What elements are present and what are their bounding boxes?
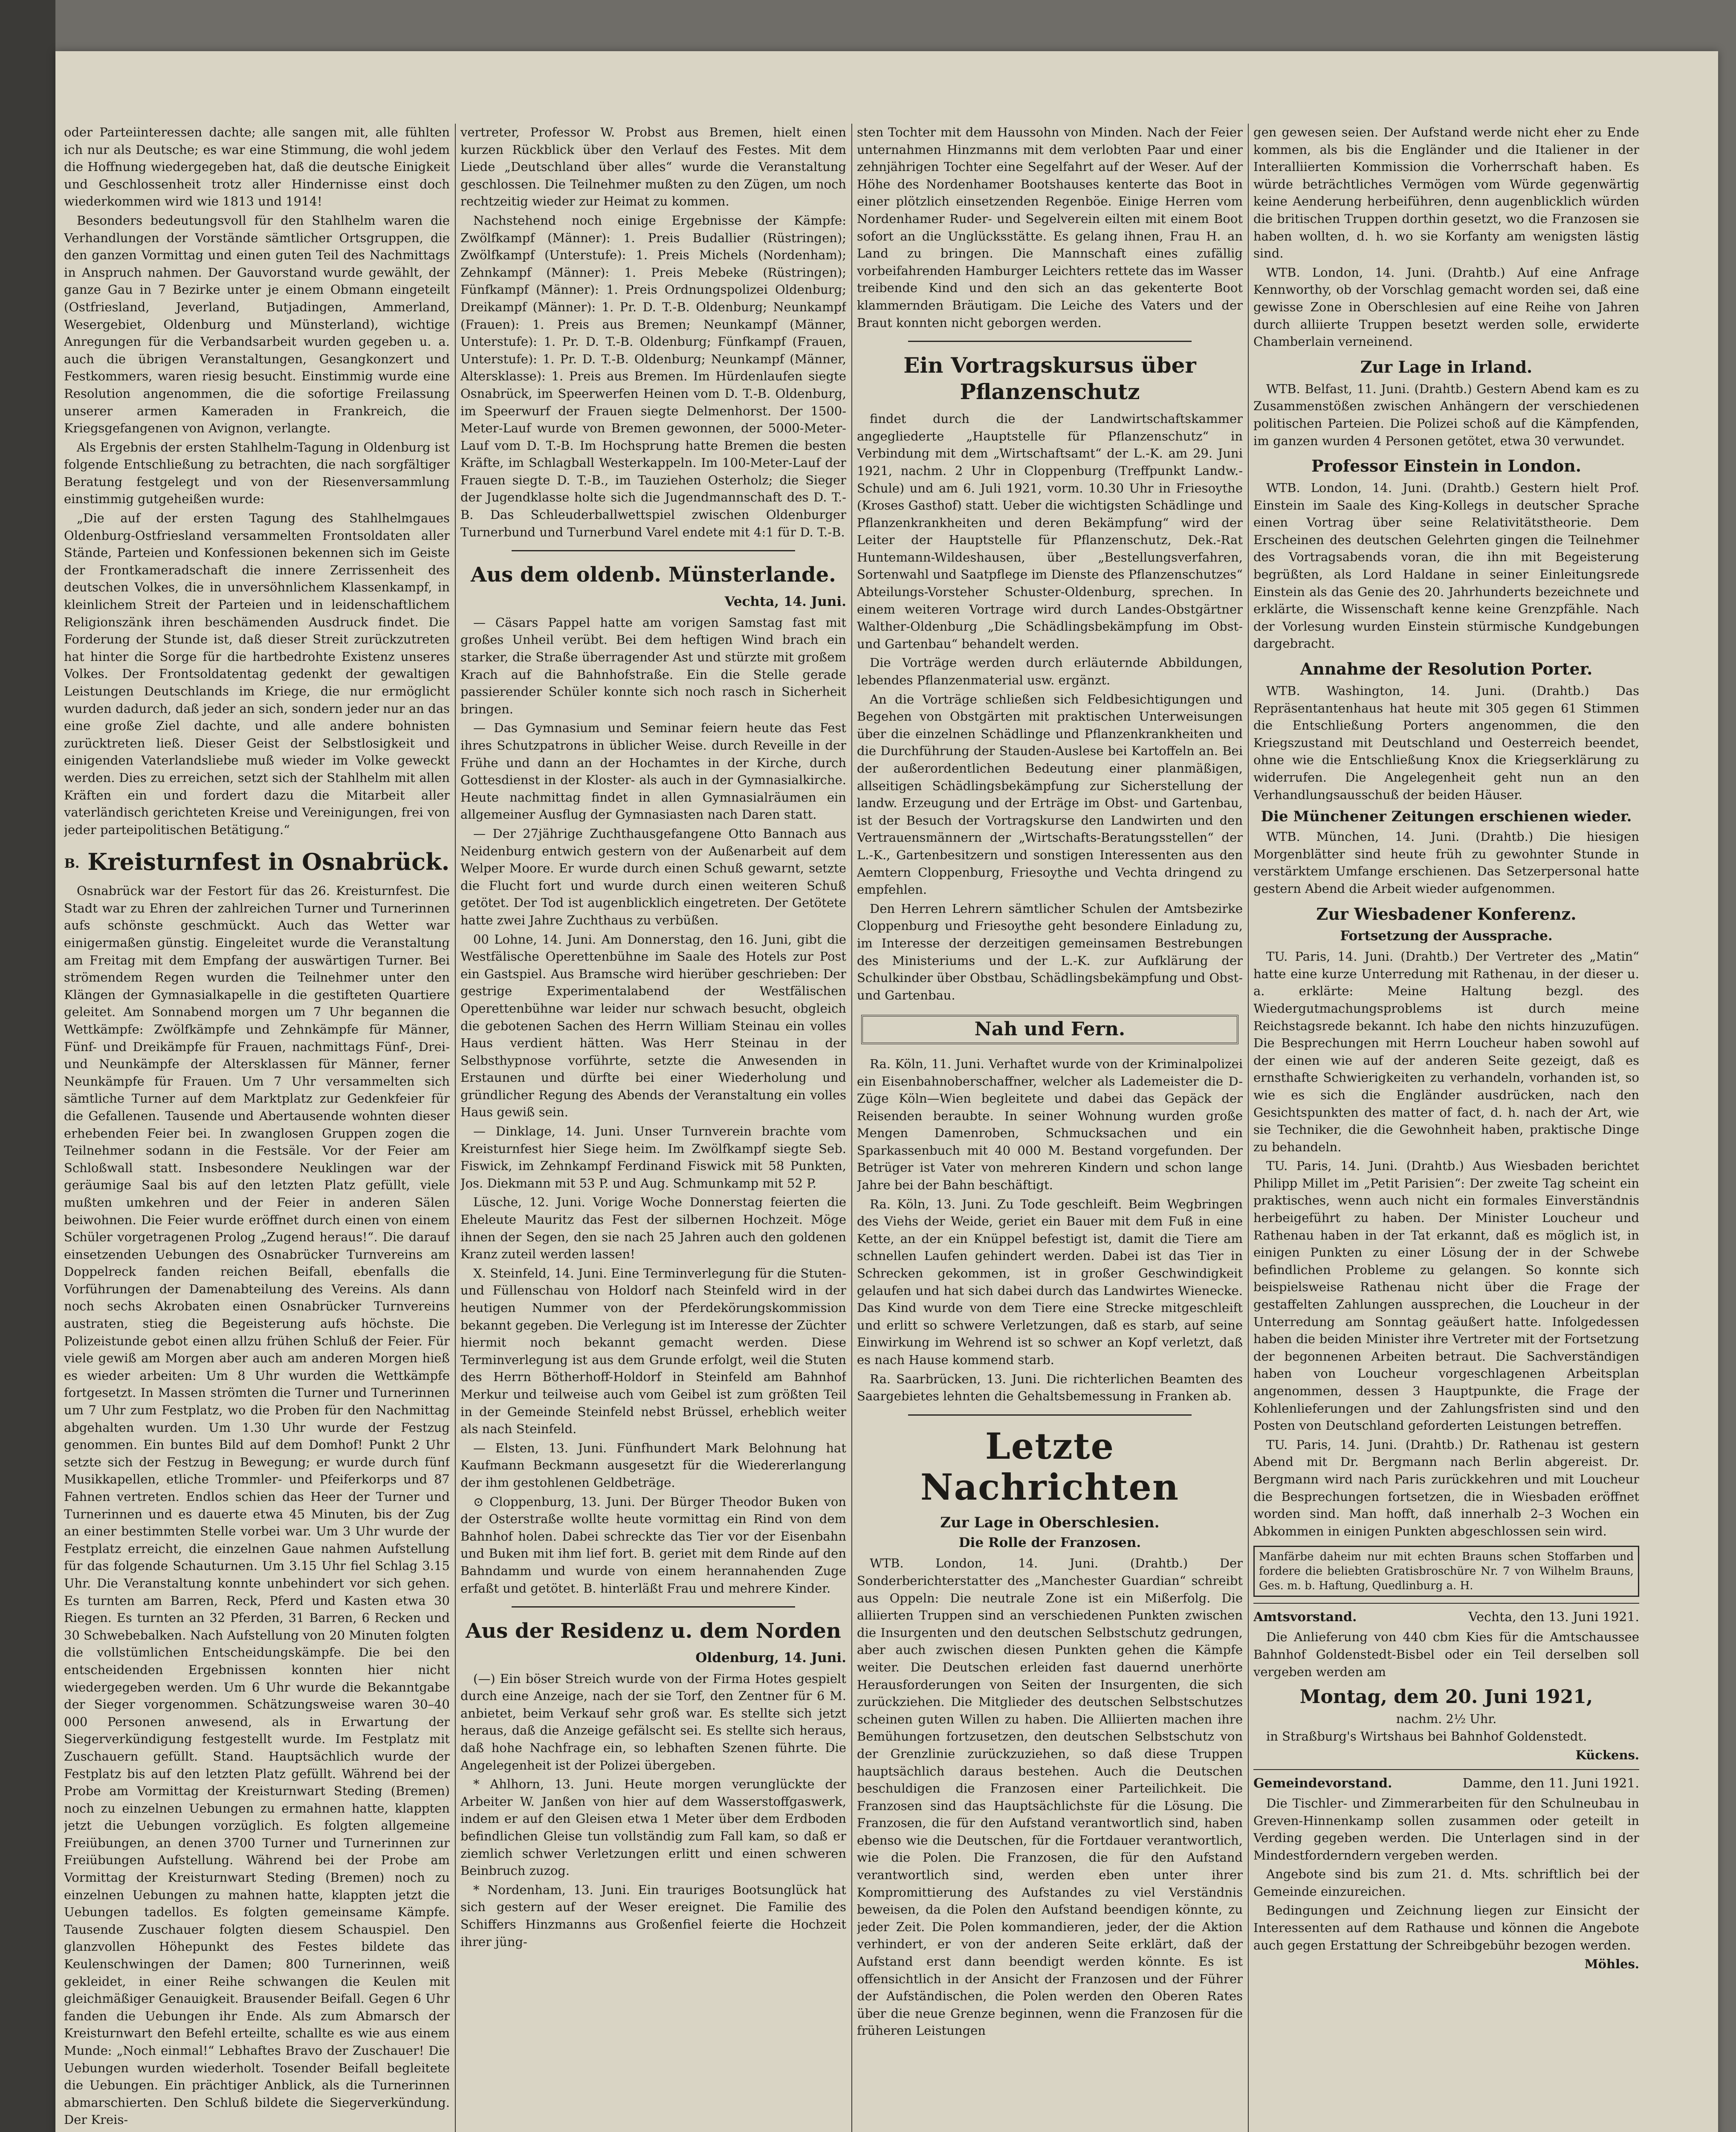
article-heading: Die Münchener Zeitungen erschienen wieder.: [1261, 808, 1632, 826]
article-heading: Aus dem oldenb. Münsterlande.: [471, 563, 836, 587]
paragraph: — Cäsars Pappel hatte am vorigen Samstag fast mit großes Unheil verübt. Bei dem heftigen Wind brach ein starker, die Straße überragender Ast und stürzte mit großem Krach auf die Bahnhofstraße. Ein die Stelle gerade passierender Schüler konnte sich noch rasch in Sicherheit bringen.: [460, 615, 846, 716]
separator: [1253, 1769, 1639, 1770]
advertisement: Manfärbe daheim nur mit echten Brauns schen Stoffarben und fordere die beliebten Gratisbroschüre Nr. 7 von Wilhelm Brauns, Ges. m. b. Haftung, Quedlinburg a. H.: [1253, 1546, 1639, 1597]
paragraph: vertreter, Professor W. Probst aus Bremen, hielt einen kurzen Rückblick über den Verlauf des Festes. Mit dem Liede „Deutschland über alles“ wurde die Veranstaltung geschlossen. Die Teilnehmer mußten zu den Zügen, um noch rechtzeitig wieder zur Heimat zu kommen.: [460, 125, 846, 209]
paragraph: — Dinklage, 14. Juni. Unser Turnverein brachte vom Kreisturnfest hier Siege heim. Im Zwölfkampf siegte Seb. Fiswick, im Zehnkampf Ferdinand Fiswick mit 58 Punkten, Jos. Diekmann mit 53 P. und Aug. Schmunkamp mit 52 P.: [460, 1124, 846, 1191]
paragraph: * Ahlhorn, 13. Juni. Heute morgen verunglückte der Arbeiter W. Janßen von hier auf dem Wasserstoffgaswerk, indem er auf den Gleisen etwa 1 Meter über dem Erdboden befindlichen Gleise tun vollständig zum Fall kam, so daß er ziemlich schwer Verletzungen erlitt und einen schweren Beinbruch zuzog.: [460, 1777, 846, 1878]
separator: [512, 1606, 795, 1608]
notice-date: Damme, den 11. Juni 1921.: [1462, 1776, 1639, 1791]
subheading: Die Rolle der Franzosen.: [958, 1535, 1141, 1550]
column-1: [64, 124, 450, 2132]
column-2: [460, 124, 846, 2132]
paragraph: TU. Paris, 14. Juni. (Drahtb.) Dr. Rathenau ist gestern Abend mit Dr. Bergmann nach Berlin abgereist. Dr. Bergmann wird nach Paris zurückkehren und mit Loucheur die Besprechungen fortsetzen, die in Wiesbaden eröffnet worden sind. Man hofft, daß innerhalb 2–3 Wochen ein Abkommen in einigen Punkten abgeschlossen sein wird.: [1253, 1437, 1639, 1538]
separator: [512, 550, 795, 551]
paragraph: (—) Ein böser Streich wurde von der Firma Hotes gespielt durch eine Anzeige, nach der sie Torf, den Zentner für 6 M. anbietet, beim Verkauf sehr groß war. Es stellte sich jetzt heraus, daß die Anzeige gefälscht sei. Es stellte sich heraus, daß hohe Nachfrage ein, so lebhaften Szenen führte. Die Angelegenheit ist der Polizei übergeben.: [460, 1671, 846, 1773]
subheading: Zur Lage in Oberschlesien.: [940, 1514, 1160, 1531]
paragraph: findet durch die der Landwirtschaftskammer angegliederte „Hauptstelle für Pflanzenschutz“ in Verbindung mit dem „Wirtschaftsamt“ der L.-K. am 29. Juni 1921, nachm. 2 Uhr in Cloppenburg (Treffpunkt Landw.-Schule) und am 6. Juli 1921, vorm. 10.30 Uhr in Friesoythe (Kroses Gasthof) statt. Ueber die wichtigsten Schädlinge und Pflanzenkrankheiten und deren Bekämpfung“ wird der Leiter der Hauptstelle für Pflanzenschutz, Dek.-Rat Huntemann-Wildeshausen, über „Bestellungsverfahren, Sortenwahl und Saatpflege im Dienste des Pflanzenschutzes“ Abteilungs-Vorsteher Schuster-Oldenburg, sprechen. In einem weiteren Vortrage wird durch Landes-Obstgärtner Walther-Oldenburg „Die Schädlingsbekämpfung im Obst- und Gartenbau“ behandelt werden.: [857, 411, 1243, 651]
notice-date: Vechta, den 13. Juni 1921.: [1468, 1610, 1639, 1625]
article-heading: Professor Einstein in London.: [1311, 456, 1582, 476]
separator: [908, 341, 1192, 342]
article-heading: Annahme der Resolution Porter.: [1300, 659, 1593, 679]
dateline: Oldenburg, 14. Juni.: [695, 1650, 846, 1666]
heading-text: Kreisturnfest in Osnabrück.: [87, 848, 450, 876]
paragraph: WTB. Belfast, 11. Juni. (Drahtb.) Gestern Abend kam es zu Zusammenstößen zwischen Anhängern der verschiedenen politischen Parteien. Die Polizei schoß auf die Kämpfenden, im ganzen wurden 4 Personen getötet, etwa 30 verwundet.: [1253, 381, 1639, 448]
paragraph: Ra. Köln, 13. Juni. Zu Tode geschleift. Beim Wegbringen des Viehs der Weide, geriet ein Bauer mit dem Fuß in eine Kette, an der ein Knüppel befestigt ist, damit die Tiere am schnellen Laufen gehindert werden. Dabei ist das Tier in Schrecken gekommen, ist in großer Geschwindigkeit gelaufen und hat sich dabei durch das Landwirtes Wienecke. Das Kind wurde von dem Tiere eine Strecke mitgeschleift und erlitt so schwere Verletzungen, daß es starb, auf seine Einwirkung im Wehrend ist so schwer an Kopf verletzt, daß es nach Hause kommend starb.: [857, 1196, 1243, 1367]
column-4: [1253, 124, 1639, 2132]
paragraph: sten Tochter mit dem Haussohn von Minden. Nach der Feier unternahmen Hinzmanns mit dem verlobten Paar und einer zehnjährigen Tochter eine Segelfahrt auf der Weser. Auf der Höhe des Nordenhamer Bootshauses kenterte das Boot in einer plötzlich einsetzenden Regenböe. Einige Herren vom Nordenhamer Ruder- und Segelverein eilten mit einem Boot sofort an die Unglücksstätte. Es gelang ihnen, Frau H. an Land zu bringen. Die Mannschaft eines zufällig vorbeifahrenden Hamburger Leichters rettete das im Wasser treibende Kind und den sich an das gekenterte Boot klammernden Bräutigam. Die Leiche des Vaters und der Braut konnten nicht geborgen werden.: [857, 125, 1243, 330]
separator: [1253, 1603, 1639, 1604]
article-heading: Ein Vortragskursus über Pflanzenschutz: [903, 353, 1196, 405]
article-heading: Aus der Residenz u. dem Norden: [466, 1619, 841, 1643]
notice-header: [1253, 1775, 1639, 1792]
paragraph: WTB. München, 14. Juni. (Drahtb.) Die hiesigen Morgenblätter sind heute früh zu gewohnter Stunde in verstärktem Umfange erschienen. Das Setzerpersonal hatte gestern Abend die Arbeit wieder aufgenommen.: [1253, 829, 1639, 896]
article-heading: Zur Lage in Irland.: [1360, 357, 1533, 377]
paragraph: Osnabrück war der Festort für das 26. Kreisturnfest. Die Stadt war zu Ehren der zahlreichen Turner und Turnerinnen aufs schönste geschmückt. Auch das Wetter war einigermaßen günstig. Eingeleitet wurde die Veranstaltung am Freitag mit dem Empfang der auswärtigen Turner. Bei strömendem Regen wurden die Teilnehmer unter den Klängen der Gymnasialkapelle in die gestifteten Quartiere geleitet. Am Sonnabend morgen um 7 Uhr begannen die Wettkämpfe: Zwölfkämpfe und Zehnkämpfe für Männer, Fünf- und Dreikämpfe für Frauen, nachmittags Fünf-, Drei- und Neunkämpfe der Altersklassen für Männer, ferner Neunkämpfe für Frauen. Um 7 Uhr versammelten sich sämtliche Turner auf dem Marktplatz zur Gedenkfeier für die Gefallenen. Tausende und Abertausende wohnten dieser erhebenden Feier bei. In zwanglosen Gruppen zogen die Teilnehmer sodann in die Festsäle. Vor der Feier am Schloßwall statt. Insbesondere Neuklingen war der geräumige Saal bis auf den letzten Platz gefüllt, viele mußten umkehren und der Feier in anderen Sälen beiwohnen. Die Feier wurde eröffnet durch einen von einem Schüler vorgetragenen Prolog „Zugend heraus!“. Die darauf einsetzenden Uebungen des Osnabrücker Turnvereins am Doppelreck fanden reichen Beifall, ebenfalls die Vorführungen der Damenabteilung des Vereins. Als dann noch sechs Akrobaten einen Osnabrücker Turnvereins austraten, stieg die Begeisterung aufs höchste. Die Polizeistunde gebot einen allzu frühen Schluß der Feier. Für viele gewiß am Morgen aber auch am anderen Morgen hieß es wieder arbeiten: Um 8 Uhr wurden die Wettkämpfe fortgesetzt. In Massen strömten die Turner und Turnerinnen um 7 Uhr zum Festplatz, wo die Proben für den Nachmittag abgehalten wurden. Um 1.30 Uhr wurde der Festzug genommen. Ein buntes Bild auf dem Domhof! Punkt 2 Uhr setzte sich der Festzug in Bewegung; er wurde durch fünf Musikkapellen, etliche Trommler- und Pfeiferkorps und 87 Fahnen vertreten. Endlos schien das Heer der Turner und Turnerinnen und es dauerte etwa 45 Minuten, bis der Zug an einer bestimmten Stelle vorbei war. Um 3 Uhr wurde der Festplatz erreicht, die einzelnen Gaue nahmen Aufstellung für das folgende Schauturnen. Um 3.15 Uhr fiel Schlag 3.15 Uhr. Die Veranstaltung konnte unbehindert vor sich gehen. Es turnten am Barren, Reck, Pferd und Kasten etwa 30 Riegen. Es turnten an 32 Pferden, 31 Barren, 6 Recken und 30 Schwebebalken. Nach Aufstellung von 20 Minuten folgten die vollstümlichen Entscheidungskämpfe. Die bei den entscheidenden Ergebnissen konnten hier nicht wiedergegeben werden. Um 6 Uhr wurde die Bekanntgabe der Sieger vorgenommen. Schätzungsweise waren 30–40 000 Personen anwesend, als in Erwartung der Siegerverkündigung festgestellt wurde. Im Festplatz mit Zuschauern gefüllt. Stand. Hauptsächlich wurde der Festplatz bis auf den letzten Platz gefüllt. Während bei der Probe am Vormittag der Kreisturnwart Steding (Bremen) noch zu einzelnen Uebungen zu ermahnen hatte, klappten jetzt die Uebungen vorzüglich. Es folgten allgemeine Freiübungen, an denen 3700 Turner und Turnerinnen zur Freiübungen Aufstellung. Während bei der Probe am Vormittag der Kreisturnwart Steding (Bremen) noch zu einzelnen Uebungen zu mahnen hatte, klappten jetzt die Uebungen tadellos. Es folgten gemeinsame Kämpfe. Tausende Zuschauer folgten diesem Schauspiel. Den glanzvollen Höhepunkt des Festes bildete das Keulenschwingen der Damen; 800 Turnerinnen, weiß gekleidet, in einer Reihe schwangen die Keulen mit gleichmäßiger Genauigkeit. Brausender Beifall. Gegen 6 Uhr fanden die Uebungen ihr Ende. Als zum Abmarsch der Kreisturnwart den Befehl erteilte, schallte es wie aus einem Munde: „Noch einmal!“ Lebhaftes Bravo der Zuschauer! Die Uebungen wurden wiederholt. Tosender Beifall begleitete die Uebungen. Ein prächtiger Anblick, als die Turnerinnen abmarschierten. Den Schluß bildete die Siegerverkündung. Der Kreis-: [64, 884, 450, 2127]
section-heading: Letzte Nachrichten: [920, 1425, 1180, 1508]
paragraph: Als Ergebnis der ersten Stahlhelm-Tagung in Oldenburg ist folgende Entschließung zu betrachten, die nach sorgfältiger Beratung festgelegt und von der Riesenversammlung einstimmig gutgeheißen wurde:: [64, 440, 450, 507]
paragraph: TU. Paris, 14. Juni. (Drahtb.) Der Vertreter des „Matin“ hatte eine kurze Unterredung mit Rathenau, in der dieser u. a. erklärte: Meine Haltung bezgl. des Wiedergutmachungsproblems ist durch meine Reichstagsrede bekannt. Ich habe den nichts hinzuzufügen. Die Besprechungen mit Herrn Loucheur haben sowohl auf der einen wie auf der anderen Seite gezeigt, daß es ernsthafte Schwierigkeiten zu verhandeln, vorhanden ist, so wie es sich die Engländer ausdrücken, nach den Gesichtspunkten des matter of fact, d. h. nach der Art, wie sie Techniker, die die Gewohnheit haben, praktische Dinge zu behandeln.: [1253, 949, 1639, 1154]
signature: Kückens.: [1575, 1748, 1639, 1763]
section-box-heading: Nah und Fern.: [861, 1015, 1238, 1044]
notice-date-large: Montag, dem 20. Juni 1921,: [1299, 1686, 1593, 1708]
newspaper-page: [55, 51, 1718, 2132]
article-heading: [64, 849, 450, 877]
paragraph: oder Parteiinteressen dachte; alle sangen mit, alle fühlten ich nur als Deutsche; es war eine Stimmung, die wohl jedem die Hoffnung wiedergegeben hat, daß die deutsche Einigkeit und Geschlossenheit trotz aller Hindernisse einst doch wiederkommen wird wie 1813 und 1914!: [64, 125, 450, 209]
column-rule: [851, 124, 852, 2132]
notice-time: nachm. 2½ Uhr.: [1396, 1712, 1497, 1726]
paragraph: Ra. Köln, 11. Juni. Verhaftet wurde von der Kriminalpolizei ein Eisenbahnoberschaffner, welcher als Lademeister die D-Züge Köln—Wien begleitete und dabei das Gepäck der Reisenden beraubte. In seiner Wohnung wurden große Mengen Damenroben, Schmucksachen und ein Sparkassenbuch mit 40 000 M. Bestand vorgefunden. Der Betrüger ist Vater von mehreren Kindern und schon lange Jahre bei der Bahn beschäftigt.: [857, 1056, 1243, 1193]
paragraph: WTB. London, 14. Juni. (Drahtb.) Gestern hielt Prof. Einstein im Saale des King-Kollegs in deutscher Sprache einen Vortrag über seine Relativitätstheorie. Dem Erscheinen des deutschen Gelehrten gingen die Teilnehmer des Vortragsabends voran, die ihn mit Begeisterung begrüßten, als Lord Haldane in seiner Einleitungsrede Einstein als das Genie des 20. Jahrhunderts bezeichnete und erklärte, die Wissenschaft kenne keine Grenzpfähle. Nach der Vorlesung wurden Einstein stürmische Kundgebungen dargebracht.: [1253, 481, 1639, 651]
paragraph: Angebote sind bis zum 21. d. Mts. schriftlich bei der Gemeinde einzureichen.: [1253, 1867, 1639, 1899]
paragraph: WTB. Washington, 14. Juni. (Drahtb.) Das Repräsentantenhaus hat heute mit 305 gegen 61 Stimmen die Entschließung Porters angenommen, die den Kriegszustand mit Deutschland und Oesterreich beendet, ohne wie die Entschließung Knox die Kriegserklärung zu widerrufen. Die Angelegenheit geht nun an den Verhandlungsausschuß der beiden Häuser.: [1253, 684, 1639, 802]
paragraph: in Straßburg's Wirtshaus bei Bahnhof Goldenstedt.: [1266, 1729, 1587, 1744]
column-3: [857, 124, 1243, 2132]
paragraph: Besonders bedeutungsvoll für den Stahlhelm waren die Verhandlungen der Vorstände sämtlicher Ortsgruppen, die den ganzen Vormittag und einen guten Teil des Nachmittags in Anspruch nahmen. Der Gauvorstand wurde gewählt, der ganze Gau in 7 Bezirke unter je einem Obmann eingeteilt (Ostfriesland, Jeverland, Butjadingen, Ammerland, Wesergebiet, Oldenburg und Münsterland), wichtige Anregungen für die Verbandsarbeit wurden gegeben u. a. auch die übrigen Veranstaltungen, Gesangkonzert und Festkommers, waren riesig besucht. Einstimmig wurde eine Resolution angenommen, die die sofortige Freilassung unserer armen Kameraden in Frankreich, die Kriegsgefangenen von Avignon, verlangte.: [64, 213, 450, 436]
paragraph: gen gewesen seien. Der Aufstand werde nicht eher zu Ende kommen, als bis die Engländer und die Italiener in der Interalliierten Kommission die Vorherrschaft haben. Es würde beträchtliches Vermögen vom Würde gegenwärtig keine Aenderung herbeiführen, denn augenblicklich würden die britischen Truppen dorthin gesetzt, wo die Franzosen sie haben wollten, d. h. wo sie Korfanty am wenigsten lästig sind.: [1253, 125, 1639, 261]
binding-edge: [0, 0, 55, 2132]
paragraph: WTB. London, 14. Juni. (Drahtb.) Der Sonderberichterstatter des „Manchester Guardian“ schreibt aus Oppeln: Die neutrale Zone ist ein Mißerfolg. Die alliierten Truppen sind an verschiedenen Punkten zwischen die Insurgenten und den deutschen Selbstschutz gedrungen, aber auch zwischen diesen Punkten gehen die Kämpfe weiter. Die Deutschen erleiden fast dauernd unerhörte Herausforderungen von Seiten der Insurgenten, die sich zurückziehen. Die Mitglieder des deutschen Selbstschutzes scheinen guten Willen zu haben. Die Alliierten machen ihre Bemühungen fortzusetzen, den deutschen Selbstschutz von der Grenzlinie zurückzuziehen, so daß diese Truppen hauptsächlich daraus bestehen. Auch die Deutschen beschuldigen die Franzosen einer Parteilichkeit. Die Franzosen sind das Hauptsächlichste für die Lösung. Die Franzosen, die für den Aufstand verantwortlich sind, haben ebenso wie die Deutschen, für die Fortdauer verantwortlich, wie die Polen. Die Franzosen, die für den Aufstand verantwortlich sind, werden eben unter ihrer Kompromittierung des Aufstandes zu viel Verständnis beweisen, da die Polen den Aufstand beendigen könnte, zu jeder Zeit. Die Polen kommandieren, jeder, der die Aktion verhindert, er von der anderen Seite erklärt, daß der Aufstand erst dann beendigt werden könnte. Es ist offensichtlich in der Ansicht der Franzosen und der Führer der Aufständischen, die Polen werden den Oberen Rates über die neue Grenze beginnen, wenn die Franzosen für die früheren Leistungen: [857, 1556, 1243, 2038]
notice-title: Amtsvorstand.: [1253, 1610, 1357, 1625]
paragraph: Die Tischler- und Zimmerarbeiten für den Schulneubau in Greven-Hinnenkamp sollen zusammen oder geteilt in Verding gegeben werden. Die Unterlagen sind in der Mindestforderndern vergeben werden.: [1253, 1796, 1639, 1863]
paragraph: WTB. London, 14. Juni. (Drahtb.) Auf eine Anfrage Kennworthy, ob der Vorschlag gemacht worden sei, daß eine gewisse Zone in Oberschlesien auf eine Reihe von Jahren durch alliierte Truppen besetzt werden solle, erwiderte Chamberlain verneinend.: [1253, 265, 1639, 349]
paragraph: Den Herren Lehrern sämtlicher Schulen der Amtsbezirke Cloppenburg und Friesoythe geht besondere Einladung zu, im Interesse der derzeitigen gemeinsamen Bestrebungen des Ministeriums und der L.-K. zur Aufklärung der Schulkinder über Obstbau, Schädlingsbekämpfung und Obst- und Gartenbau.: [857, 901, 1243, 1002]
dateline: Vechta, 14. Juni.: [724, 594, 846, 610]
paragraph: 00 Lohne, 14. Juni. Am Donnerstag, den 16. Juni, gibt die Westfälische Operettenbühne im Saale des Hotels zur Post ein Gastspiel. Aus Bramsche wird hierüber geschrieben: Der gestrige Experimentalabend der Westfälischen Operettenbühne war leider nur schwach besucht, obgleich die gebotenen Sachen des Herrn William Steinau ein volles Haus verdient hätten. Was Herr Steinau in der Selbsthypnose vorführte, setzte die Anwesenden in Erstaunen und dürfte bei einer Wiederholung und gründlicher Regung des Abends der Veranstaltung ein volles Haus gewiß sein.: [460, 932, 846, 1120]
paragraph: * Nordenham, 13. Juni. Ein trauriges Bootsunglück hat sich gestern auf der Weser ereignet. Die Familie des Schiffers Hinzmanns aus Großenfiel feierte die Hochzeit ihrer jüng-: [460, 1882, 846, 1949]
separator: [908, 1414, 1192, 1416]
article-heading: Zur Wiesbadener Konferenz.: [1316, 904, 1577, 924]
heading-mark: B.: [64, 856, 80, 872]
paragraph: TU. Paris, 14. Juni. (Drahtb.) Aus Wiesbaden berichtet Philipp Millet im „Petit Parisien“: Der zweite Tag scheint ein praktisches, wenn auch nicht ein formales Einverständnis herbeigeführt zu haben. Der Minister Loucheur und Rathenau haben in der Tat erkannt, daß es möglich ist, in einigen Punkten zu einer Lösung der in der Schwebe befindlichen Probleme zu gelangen. So konnte sich beispielsweise Rathenau nicht über die Frage der gestaffelten Zahlungen aussprechen, die Loucheur in der Unterredung am Sonntag geäußert hatte. Infolgedessen haben die beiden Minister ihre Vertreter mit der Fortsetzung der begonnenen Arbeiten betraut. Die Sachverständigen haben von Loucheur vorgeschlagenen Arbeitsplan angenommen, dessen 3 Hauptpunkte, die Frage der Kohlenlieferungen und der Zahlungsfristen sind und den Posten von Deutschland geforderten Leistungen betreffen.: [1253, 1159, 1639, 1433]
signature: Möhles.: [1584, 1957, 1639, 1972]
paragraph: Die Vorträge werden durch erläuternde Abbildungen, lebendes Pflanzenmaterial usw. ergänzt.: [857, 655, 1243, 688]
paragraph: Die Anlieferung von 440 cbm Kies für die Amtschaussee Bahnhof Goldenstedt-Bisbel oder ein Teil derselben soll vergeben werden am: [1253, 1630, 1639, 1679]
paragraph: Ra. Saarbrücken, 13. Juni. Die richterlichen Beamten des Saargebietes lehnten die Gehaltsbemessung in Franken ab.: [857, 1371, 1243, 1404]
paragraph: — Elsten, 13. Juni. Fünfhundert Mark Belohnung hat Kaufmann Beckmann ausgesetzt für die Wiedererlangung der ihm gestohlenen Geldbeträge.: [460, 1440, 846, 1490]
paragraph: An die Vorträge schließen sich Feldbesichtigungen und Begehen von Obstgärten mit praktischen Unterweisungen über die einzelnen Schädlinge und Pflanzenkrankheiten und die Durchführung der Stauden-Auslese bei Kartoffeln an. Bei der außerordentlichen Bedeutung einer planmäßigen, allseitigen Schädlingsbekämpfung zur Sicherstellung der landw. Erzeugung und der Erträge im Obst- und Gartenbau, ist der Besuch der Vortragskurse den Landwirten und den Vertrauensmännern der „Wirtschafts-Beratungsstellen“ der L.-K., Gartenbesitzern und sonstigen Interessenten aus den Aemtern Cloppenburg, Friesoythe und Vechta dringend zu empfehlen.: [857, 692, 1243, 897]
paragraph: ⊙ Cloppenburg, 13. Juni. Der Bürger Theodor Buken von der Osterstraße wollte heute vormittag ein Rind von dem Bahnhof holen. Dabei schreckte das Tier vor der Eisenbahn und Buken mit ihm lief fort. B. geriet mit dem Rinde auf den Bahndamm und wurde von einem herannahenden Zuge erfaßt und getötet. B. hinterläßt Frau und mehrere Kinder.: [460, 1494, 846, 1596]
paragraph: — Der 27jährige Zuchthausgefangene Otto Bannach aus Neidenburg entwich gestern von der Außenarbeit auf dem Welper Moore. Er wurde durch einen Schuß gewarnt, setzte die Flucht fort und wurde durch einen weiteren Schuß getötet. Der Tod ist augenblicklich eingetreten. Der Getötete hatte zwei Jahre Zuchthaus zu verbüßen.: [460, 826, 846, 927]
paragraph: X. Steinfeld, 14. Juni. Eine Terminverlegung für die Stuten- und Füllenschau von Holdorf nach Steinfeld wird in der heutigen Nummer von der Pferdekörungskommission bekannt gegeben. Die Verlegung ist im Interesse der Züchter hiermit noch bekannt gemacht werden. Diese Terminverlegung ist aus dem Grunde erfolgt, weil die Stuten des Herrn Bötherhoff-Holdorf in Steinfeld am Bahnhof Merkur und teilweise auch vom Geibel ist zum größten Teil in der Gemeinde Steinfeld nebst Brüssel, erheblich weiter als nach Steinfeld.: [460, 1266, 846, 1437]
column-rule: [1248, 124, 1249, 2132]
column-rule: [455, 124, 456, 2132]
notice-header: [1253, 1609, 1639, 1626]
notice-title: Gemeindevorstand.: [1253, 1776, 1392, 1791]
paragraph: Nachstehend noch einige Ergebnisse der Kämpfe: Zwölfkampf (Männer): 1. Preis Budallier (Rüstringen); Zwölfkampf (Unterstufe): 1. Preis Michels (Nordenham); Zehnkampf (Männer): 1. Preis Mebeke (Rüstringen); Fünfkampf (Männer): 1. Preis Ordnungspolizei Oldenburg; Dreikampf (Männer): 1. Pr. D. T.-B. Oldenburg; Neunkampf (Frauen): 1. Preis aus Bremen; Neunkampf (Männer, Unterstufe): 1. Pr. D. T.-B. Oldenburg; Fünfkampf (Frauen, Unterstufe): 1. Pr. D. T.-B. Oldenburg; Neunkampf (Männer, Altersklasse): 1. Preis aus Bremen. Im Hürdenlaufen siegte Osnabrück, im Speerwerfen Heinen vom D. T.-B. Oldenburg, im Speerwurf der Frauen siegte Delmenhorst. Der 1500-Meter-Lauf wurde von Bremen gewonnen, der 5000-Meter-Lauf vom D. T.-B. Im Hochsprung hatte Bremen die besten Kräfte, im Schlagball Westerkappeln. Im 100-Meter-Lauf der Frauen siegte D. T.-B., im Tauziehen Osterholz; die Sieger der Jugendklasse holte sich die Jugendmannschaft des D. T.-B. Das Schleuderballwettspiel zwischen Oldenburger Turnerbund und Turnerbund Varel endete mit 4:1 für D. T.-B.: [460, 213, 846, 539]
paragraph: Bedingungen und Zeichnung liegen zur Einsicht der Interessenten auf dem Rathause und können die Angebote auch gegen Erstattung der Schreibgebühr bezogen werden.: [1253, 1903, 1639, 1952]
paragraph: — Das Gymnasium und Seminar feiern heute das Fest ihres Schutzpatrons in üblicher Weise. durch Reveille in der Frühe und dann an der Hochamtes in der Kirche, durch Gottesdienst in der Kloster- als auch in der Gymnasialkirche. Heute nachmittag findet in allen Gymnasialräumen ein allgemeiner Ausflug der Gymnasiasten nach Daren statt.: [460, 721, 846, 822]
paragraph: Lüsche, 12. Juni. Vorige Woche Donnerstag feierten die Eheleute Mauritz das Fest der silbernen Hochzeit. Möge ihnen der Segen, den sie nach 25 Jahren auch den goldenen Kranz zuteil werden lassen!: [460, 1195, 846, 1262]
resolution-quote: „Die auf der ersten Tagung des Stahlhelmgaues Oldenburg-Ostfriesland versammelten Frontsoldaten aller Stände, Parteien und Konfessionen bekennen sich im Geiste der Frontkameradschaft die innere Zerrissenheit des deutschen Volkes, die in unversöhnlichem Klassenkampf, in kleinlichem Streit der Parteien und in leidenschaftlichem Religionszänk ihren beschämenden Ausdruck findet. Die Forderung der Stunde ist, daß dieser Streit zurückzutreten hat hinter die Sorge für die hartbedrohte Existenz unseres Volkes. Der Frontsoldatentag gedenkt der gewaltigen Leistungen Deutschlands im Kriege, die nur ermöglicht wurden dadurch, daß jeder an sich, sondern jeder nur an das eine große Ziel dachte, und alle andere bohnisten zurücktreten ließ. Dieser Geist der Selbstlosigkeit und einigenden Vaterlandsliebe muß wieder im Volke geweckt werden. Dies zu erreichen, setzt sich der Stahlhelm mit allen Kräften ein und fordert dazu die Mitarbeit aller vaterländisch gerichteten Kreise und Vereinigungen, frei von jeder parteipolitischen Betätigung.“: [64, 511, 450, 837]
subheading: Fortsetzung der Aussprache.: [1340, 928, 1553, 944]
